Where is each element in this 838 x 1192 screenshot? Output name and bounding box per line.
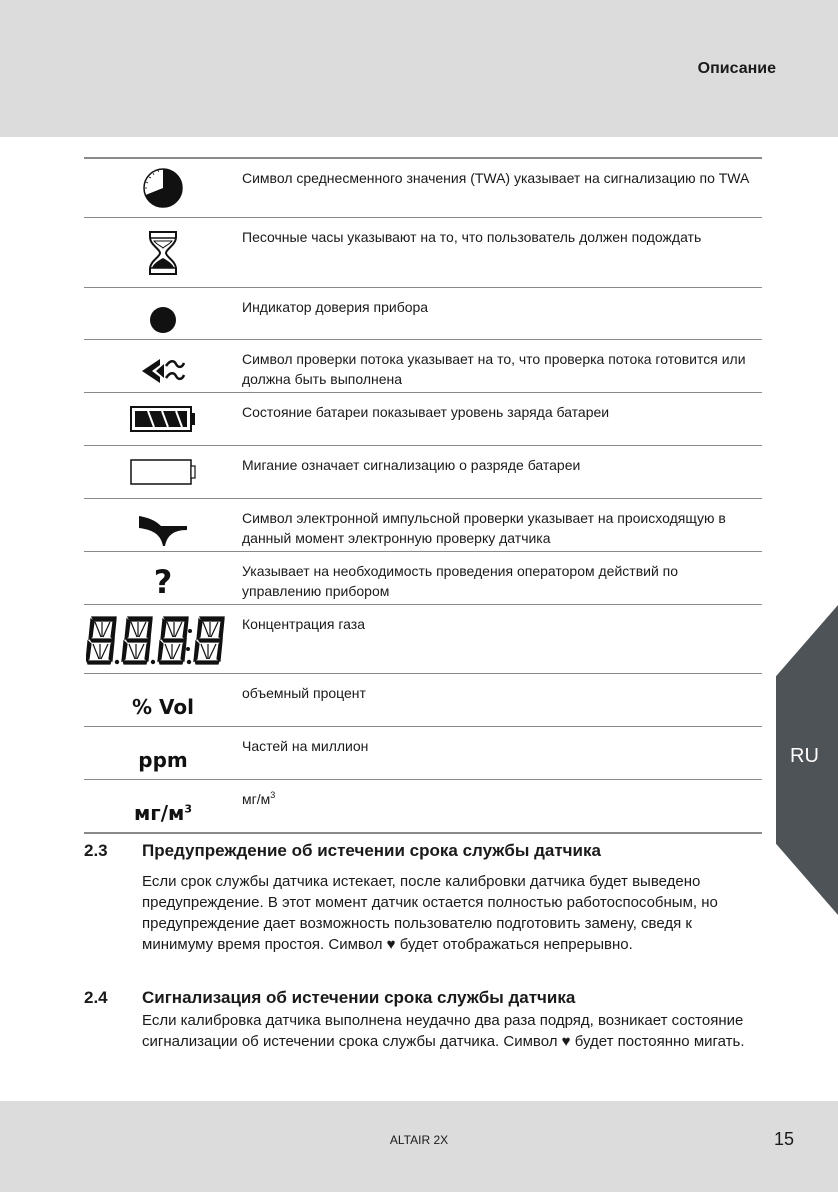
mgm3-text-base: мг/м	[242, 791, 271, 807]
hourglass-icon	[84, 218, 242, 287]
vol-unit: % Vol	[132, 695, 194, 719]
symbol-row	[84, 499, 762, 552]
symbol-description: Символ среднесменного значения (TWA) указывает на сигнализацию по TWA	[242, 170, 750, 186]
page-number: 15	[773, 1129, 794, 1149]
symbol-row	[84, 218, 762, 288]
section-body: Если срок службы датчика истекает, после калибровки датчика будет выведено предупреждение. В этот момент датчик остается полностью работоспособным, но предупреждение дает возможность пользователю подготовить замену, сведя к минимуму время простоя. Символ ♥ будет отображаться непрерывно.	[142, 873, 718, 953]
mgm3-symbol-sup: 3	[184, 802, 193, 816]
symbol-description: объемный процент	[242, 685, 366, 701]
symbol-row	[84, 446, 762, 499]
section-title: Сигнализация об истечении срока службы датчика	[142, 988, 576, 1007]
mgm3-unit	[84, 780, 242, 832]
symbol-row	[84, 727, 762, 780]
footer-product-name: ALTAIR 2X	[389, 1133, 449, 1147]
flow-check-icon	[84, 340, 242, 392]
symbol-row	[84, 605, 762, 674]
symbols-table	[84, 157, 762, 834]
symbol-description: Указывает на необходимость проведения оператором действий по управлению прибором	[242, 563, 679, 599]
section-number: 2.3	[84, 841, 108, 860]
symbol-description: Символ электронной импульсной проверки указывает на происходящую в данный момент электронную проверку датчика	[242, 510, 726, 546]
symbol-row	[84, 674, 762, 727]
ppm-unit: ppm	[138, 748, 188, 772]
symbol-description: Индикатор доверия прибора	[242, 299, 429, 315]
symbol-row	[84, 393, 762, 446]
confidence-dot-icon	[84, 288, 242, 339]
segment-display-icon	[84, 605, 242, 673]
section-number: 2.4	[84, 988, 108, 1007]
symbol-row	[84, 552, 762, 605]
symbol-description	[242, 780, 762, 832]
symbol-row	[84, 340, 762, 393]
symbol-description: Концентрация газа	[242, 616, 365, 632]
symbol-row	[84, 159, 762, 218]
symbol-row	[84, 780, 762, 832]
language-tab-label: RU	[790, 745, 819, 767]
header-title: Описание	[697, 60, 776, 77]
symbol-description: Частей на миллион	[242, 738, 369, 754]
symbol-description: Мигание означает сигнализацию о разряде батареи	[242, 457, 581, 473]
mgm3-text-sup: 3	[270, 790, 276, 800]
pulse-check-icon	[84, 499, 242, 551]
section-body: Если калибровка датчика выполнена неудачно два раза подряд, возникает состояние сигнализации об истечении срока службы датчика. Символ ♥ будет постоянно мигать.	[142, 1012, 745, 1050]
question-icon: ?	[153, 563, 173, 601]
battery-empty-icon	[84, 446, 242, 498]
battery-full-icon	[84, 393, 242, 445]
mgm3-symbol-base: мг/м	[133, 801, 185, 825]
symbol-description: Песочные часы указывают на то, что пользователь должен подождать	[242, 229, 702, 245]
symbol-description: Состояние батареи показывает уровень заряда батареи	[242, 404, 610, 420]
symbol-row	[84, 288, 762, 340]
symbol-description: Символ проверки потока указывает на то, что проверка потока готовится или должна быть выполнена	[242, 351, 746, 387]
twa-clock-icon	[84, 159, 242, 217]
section-title: Предупреждение об истечении срока службы датчика	[142, 841, 601, 860]
